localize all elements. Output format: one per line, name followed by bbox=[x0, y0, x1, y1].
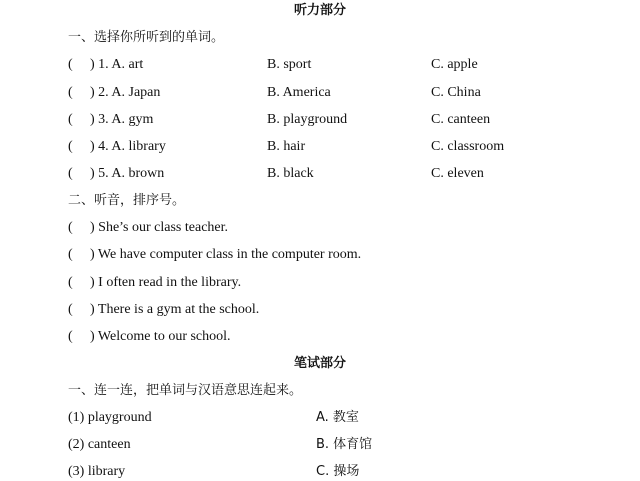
question-3 bbox=[68, 111, 153, 129]
sentence-item bbox=[68, 328, 231, 346]
question-5-option-b: B. black bbox=[267, 166, 314, 181]
matching-meaning: A. 教室 bbox=[316, 410, 359, 425]
question-option-a: ) 5. A. brown bbox=[90, 166, 165, 181]
question-2-option-c: C. China bbox=[431, 85, 481, 100]
sentence-item bbox=[68, 246, 361, 264]
question-5-option-c: C. eleven bbox=[431, 166, 484, 181]
question-4-option-c: C. classroom bbox=[431, 139, 505, 154]
part1-heading: 一、选择你所听到的单词。 bbox=[68, 30, 225, 45]
sentence-text: ) We have computer class in the computer room. bbox=[90, 247, 362, 262]
question-2 bbox=[68, 84, 160, 102]
question-3-option-c: C. canteen bbox=[431, 112, 491, 127]
matching-word: (3) library bbox=[68, 464, 126, 479]
sentence-text: ) There is a gym at the school. bbox=[90, 302, 260, 317]
listening-section-title: 听力部分 bbox=[293, 3, 346, 18]
answer-blank[interactable]: ( bbox=[68, 57, 73, 72]
matching-meaning: B. 体育馆 bbox=[316, 437, 373, 452]
order-blank[interactable]: ( bbox=[68, 220, 73, 235]
answer-blank[interactable]: ( bbox=[68, 112, 73, 127]
sentence-text: ) I often read in the library. bbox=[90, 275, 242, 290]
sentence-item bbox=[68, 219, 228, 237]
question-4 bbox=[68, 138, 166, 156]
matching-meaning: C. 操场 bbox=[316, 464, 360, 479]
question-1-option-b: B. sport bbox=[267, 57, 312, 72]
matching-heading: 一、连一连，把单词与汉语意思连起来。 bbox=[68, 383, 303, 398]
writing-section-title: 笔试部分 bbox=[293, 356, 346, 371]
sentence-text: ) She’s our class teacher. bbox=[90, 220, 229, 235]
answer-blank[interactable]: ( bbox=[68, 85, 73, 100]
matching-word: (2) canteen bbox=[68, 437, 131, 452]
answer-blank[interactable]: ( bbox=[68, 166, 73, 181]
question-option-a: ) 2. A. Japan bbox=[90, 85, 161, 100]
question-3-option-b: B. playground bbox=[267, 112, 348, 127]
question-4-option-b: B. hair bbox=[267, 139, 306, 154]
question-2-option-b: B. America bbox=[267, 85, 331, 100]
sentence-item bbox=[68, 274, 241, 292]
question-1-option-c: C. apple bbox=[431, 57, 478, 72]
sentence-item bbox=[68, 301, 259, 319]
question-option-a: ) 3. A. gym bbox=[90, 112, 154, 127]
question-5 bbox=[68, 165, 164, 183]
question-option-a: ) 1. A. art bbox=[90, 57, 144, 72]
order-blank[interactable]: ( bbox=[68, 275, 73, 290]
question-1 bbox=[68, 56, 143, 74]
matching-word: (1) playground bbox=[68, 410, 152, 425]
question-option-a: ) 4. A. library bbox=[90, 139, 166, 154]
part2-heading: 二、听音，排序号。 bbox=[68, 193, 186, 208]
order-blank[interactable]: ( bbox=[68, 302, 73, 317]
sentence-text: ) Welcome to our school. bbox=[90, 329, 231, 344]
answer-blank[interactable]: ( bbox=[68, 139, 73, 154]
order-blank[interactable]: ( bbox=[68, 329, 73, 344]
order-blank[interactable]: ( bbox=[68, 247, 73, 262]
